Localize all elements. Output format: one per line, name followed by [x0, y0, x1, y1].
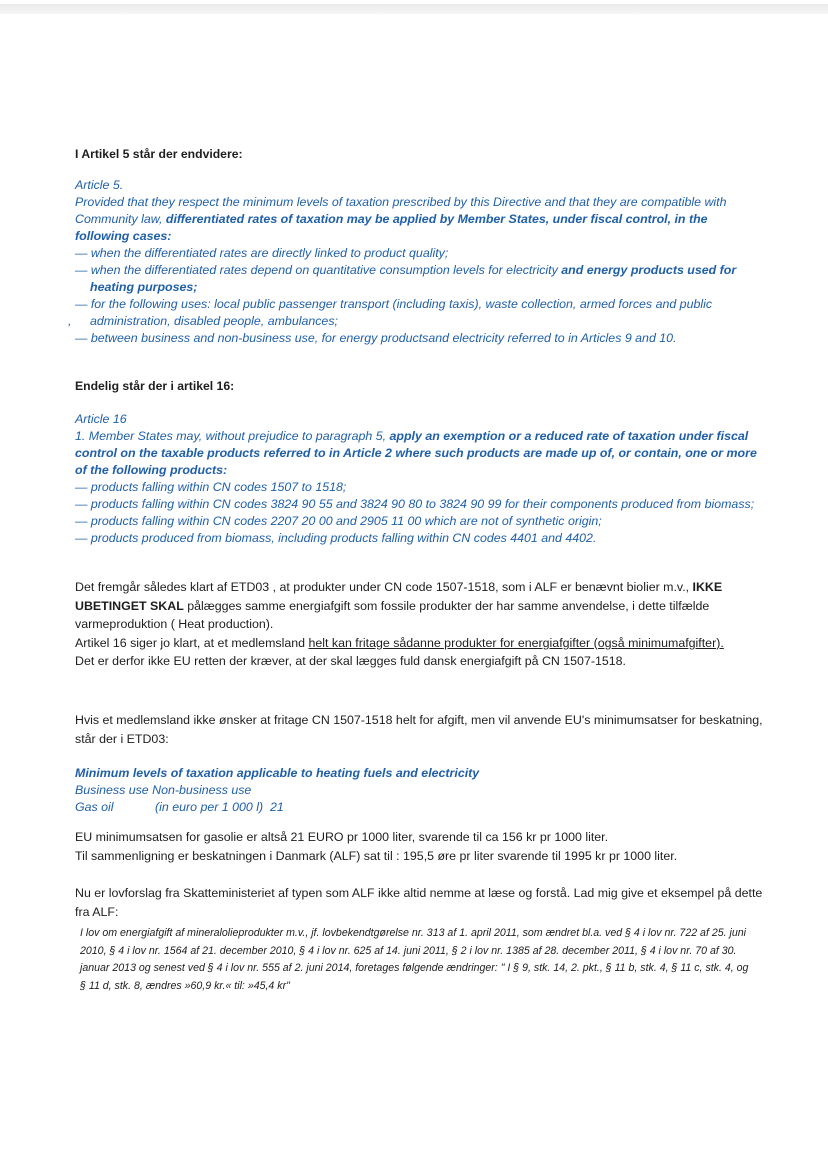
stray-comma: ,: [68, 314, 72, 328]
min-table-unit: (in euro per 1 000 l): [155, 800, 264, 814]
article5-bullet-2: [75, 262, 765, 296]
paragraph-conclusion: [75, 578, 765, 671]
article16-quote: [75, 411, 765, 547]
min-table-row-gas-oil: [75, 799, 765, 816]
para1-text-c: Artikel 16 siger jo klart, at et medlemsland: [75, 635, 309, 650]
section-heading-article5: [75, 145, 765, 164]
article5-bullet-2-bold: and energy products used for heating purposes;: [90, 263, 737, 294]
article5-quote: [68, 177, 765, 347]
article5-intro-text: Provided that they respect the minimum levels of taxation prescribed by this Directive and that they are compatible with Community law,: [75, 195, 727, 226]
citation-text: I lov om energiafgift af mineralolieprodukter m.v., jf. lovbekendtgørelse nr. 313 af 1. april 2011, som ændret bl.a. ved § 4 i lov nr. 722 af 25. juni 2010, § 4 i lov nr. 1564 af 21. december 2010, § 4 i lov nr. 625 af 14. juni 2011, § 2 i lov nr. 1385 af 28. december 2011, § 4 i lov nr. 70 af 30. januar 2013 og senest ved § 4 i lov nr. 555 af 2. juni 2014, foretages følgende ændringer: " I § 9, stk. 14, 2. pkt., § 11 b, stk. 4, § 11 c, stk. 4, og § 11 d, stk. 8, ændres »60,9 kr.« til: »45,4 kr": [80, 927, 749, 992]
para4-text: Nu er lovforslag fra Skatteministeriet af typen som ALF ikke altid nemme at læse og forstå. Lad mig give et eksempel på dette fra ALF:: [75, 886, 763, 919]
article5-bullet-3-cont: [68, 313, 765, 330]
scan-top-edge: [0, 4, 828, 14]
article16-p1-bold: apply an exemption or a reduced rate of taxation under fiscal control on the taxable products referred to in Article 2 where such products are made up of, or contain, one or more of the following products:: [75, 429, 757, 477]
article16-bullet-2: — products falling within CN codes 3824 90 55 and 3824 90 80 to 3824 90 99 for their components produced from biomass;: [75, 497, 755, 511]
article16-title: Article 16: [75, 412, 127, 426]
article5-title: Article 5.: [75, 178, 124, 192]
article5-bullet-4: — between business and non-business use, for energy productsand electricity referred to in Articles 9 and 10.: [75, 331, 677, 345]
article5-bullet-3-cont-text: administration, disabled people, ambulances;: [90, 314, 338, 328]
section-heading-article16: [75, 377, 765, 396]
article16-paragraph-1: [75, 428, 765, 479]
article5-bullet-2-text: — when the differentiated rates depend on quantitative consumption levels for electricity: [75, 263, 562, 277]
paragraph-comparison: [75, 828, 765, 865]
paragraph-example: [75, 884, 765, 921]
para1-text-a: Det fremgår således klart af ETD03 , at produkter under CN code 1507-1518, som i ALF er benævnt biolier m.v.,: [75, 580, 693, 594]
article16-p1-text: 1. Member States may, without prejudice to paragraph 5,: [75, 429, 390, 443]
article16-bullet-4: — products produced from biomass, including products falling within CN codes 4401 and 4402.: [75, 531, 597, 545]
para3-line-1: EU minimumsatsen for gasolie er altså 21 EURO pr 1000 liter, svarende til ca 156 kr pr 1000 liter.: [75, 830, 609, 844]
para3-line-2: Til sammenligning er beskatningen i Danmark (ALF) sat til : 195,5 øre pr liter svarende til 1995 kr pr 1000 liter.: [75, 848, 678, 863]
para1-sentence-1: [75, 578, 765, 634]
article16-bullet-1: — products falling within CN codes 1507 to 1518;: [75, 480, 347, 494]
article5-bullet-3: — for the following uses: local public passenger transport (including taxis), waste collection, armed forces and public: [75, 297, 713, 311]
min-table-product: Gas oil: [75, 800, 114, 814]
minimum-levels-quote: [75, 765, 765, 816]
min-table-header: Business use Non-business use: [75, 783, 252, 797]
heading-text: Endelig står der i artikel 16:: [75, 379, 235, 393]
article5-intro-bold: differentiated rates of taxation may be applied by Member States, under fiscal control, in the following cases:: [75, 212, 708, 243]
article16-bullet-3: — products falling within CN codes 2207 20 00 and 2905 11 00 which are not of synthetic origin;: [75, 514, 602, 528]
para1-bold: IKKE UBETINGET SKAL: [75, 580, 723, 613]
para1-underlined: helt kan fritage sådanne produkter for energiafgifter (også minimumafgifter).: [308, 635, 724, 650]
paragraph-minimum-rates: [75, 711, 765, 748]
min-table-title: Minimum levels of taxation applicable to heating fuels and electricity: [75, 766, 480, 780]
article5-intro: [75, 194, 765, 245]
para2-text: Hvis et medlemsland ikke ønsker at fritage CN 1507-1518 helt for afgift, men vil anvende EU's minimumsatser for beskatning, står der i ETD03:: [75, 713, 763, 746]
article5-bullet-1: — when the differentiated rates are directly linked to product quality;: [75, 246, 449, 260]
para1-sentence-2: [75, 634, 765, 653]
para1-text-b: pålægges samme energiafgift som fossile produkter der har samme anvendelse, i dette tilfælde varmeproduktion ( Heat production).: [75, 598, 710, 632]
min-table-value: 21: [270, 800, 284, 814]
para1-sentence-3: Det er derfor ikke EU retten der kræver, at der skal lægges fuld dansk energiafgift på CN 1507-1518.: [75, 654, 626, 669]
heading-text: I Artikel 5 står der endvidere:: [75, 147, 243, 161]
law-citation: [80, 925, 750, 995]
